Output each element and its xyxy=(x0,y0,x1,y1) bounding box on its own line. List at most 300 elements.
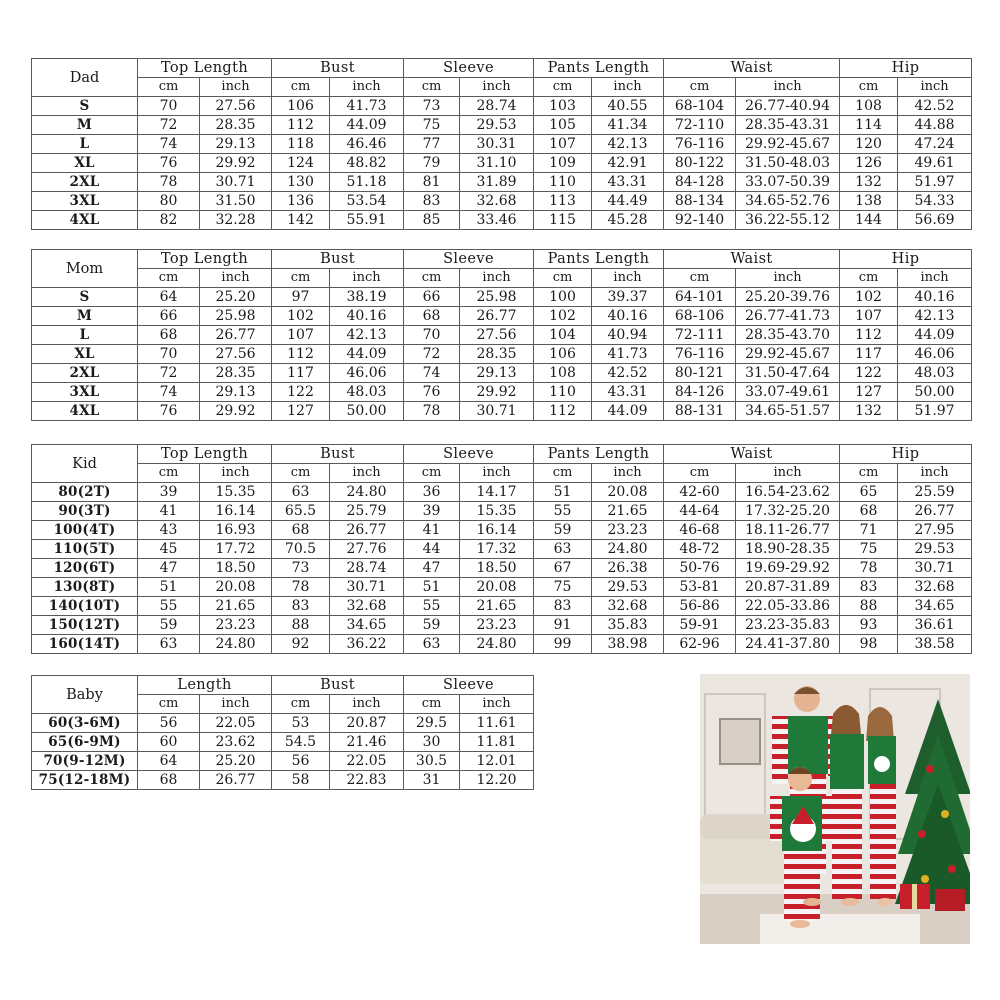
measurement-cell: 38.58 xyxy=(898,635,972,654)
size-label: 2XL xyxy=(32,173,138,192)
table-row xyxy=(32,154,972,173)
measurement-cell: 80-122 xyxy=(664,154,736,173)
unit-header: cm xyxy=(840,78,898,97)
family-pajamas-photo xyxy=(700,674,970,944)
measurement-cell: 26.77 xyxy=(200,326,272,345)
measurement-cell: 53.54 xyxy=(330,192,404,211)
measurement-cell: 41.34 xyxy=(592,116,664,135)
size-label: 3XL xyxy=(32,383,138,402)
measurement-cell: 122 xyxy=(840,364,898,383)
measurement-cell: 31.10 xyxy=(460,154,534,173)
size-label: S xyxy=(32,288,138,307)
size-label: XL xyxy=(32,154,138,173)
kid-size-table xyxy=(31,444,972,654)
measurement-cell: 88 xyxy=(840,597,898,616)
measurement-cell: 39 xyxy=(138,483,200,502)
measurement-cell: 32.68 xyxy=(898,578,972,597)
column-group-header: Top Length xyxy=(138,445,272,464)
column-group-header: Length xyxy=(138,676,272,695)
measurement-cell: 16.14 xyxy=(200,502,272,521)
measurement-cell: 65.5 xyxy=(272,502,330,521)
measurement-cell: 93 xyxy=(840,616,898,635)
measurement-cell: 108 xyxy=(534,364,592,383)
measurement-cell: 114 xyxy=(840,116,898,135)
measurement-cell: 24.80 xyxy=(592,540,664,559)
table-row xyxy=(32,597,972,616)
measurement-cell: 40.55 xyxy=(592,97,664,116)
measurement-cell: 36 xyxy=(404,483,460,502)
measurement-cell: 25.98 xyxy=(460,288,534,307)
measurement-cell: 88-134 xyxy=(664,192,736,211)
measurement-cell: 127 xyxy=(272,402,330,421)
measurement-cell: 44.09 xyxy=(898,326,972,345)
measurement-cell: 18.50 xyxy=(200,559,272,578)
table-row xyxy=(32,364,972,383)
measurement-cell: 59 xyxy=(138,616,200,635)
measurement-cell: 72-110 xyxy=(664,116,736,135)
measurement-cell: 22.05 xyxy=(200,714,272,733)
measurement-cell: 34.65 xyxy=(330,616,404,635)
measurement-cell: 78 xyxy=(138,173,200,192)
measurement-cell: 102 xyxy=(534,307,592,326)
measurement-cell: 68-106 xyxy=(664,307,736,326)
measurement-cell: 24.80 xyxy=(200,635,272,654)
size-label: S xyxy=(32,97,138,116)
unit-header: cm xyxy=(534,464,592,483)
measurement-cell: 72 xyxy=(138,116,200,135)
table-row xyxy=(32,733,534,752)
measurement-cell: 16.93 xyxy=(200,521,272,540)
measurement-cell: 45.28 xyxy=(592,211,664,230)
measurement-cell: 78 xyxy=(404,402,460,421)
size-label: 65(6-9M) xyxy=(32,733,138,752)
measurement-cell: 98 xyxy=(840,635,898,654)
measurement-cell: 59 xyxy=(404,616,460,635)
measurement-cell: 14.17 xyxy=(460,483,534,502)
measurement-cell: 39.37 xyxy=(592,288,664,307)
measurement-cell: 36.61 xyxy=(898,616,972,635)
measurement-cell: 40.16 xyxy=(898,288,972,307)
measurement-cell: 78 xyxy=(840,559,898,578)
measurement-cell: 130 xyxy=(272,173,330,192)
size-label: 130(8T) xyxy=(32,578,138,597)
measurement-cell: 51 xyxy=(404,578,460,597)
unit-header: cm xyxy=(404,464,460,483)
measurement-cell: 29.5 xyxy=(404,714,460,733)
measurement-cell: 36.22-55.12 xyxy=(736,211,840,230)
measurement-cell: 68 xyxy=(138,326,200,345)
measurement-cell: 29.92 xyxy=(200,154,272,173)
measurement-cell: 60 xyxy=(138,733,200,752)
measurement-cell: 42.91 xyxy=(592,154,664,173)
measurement-cell: 45 xyxy=(138,540,200,559)
measurement-cell: 55 xyxy=(138,597,200,616)
measurement-cell: 26.38 xyxy=(592,559,664,578)
measurement-cell: 107 xyxy=(534,135,592,154)
unit-header: cm xyxy=(404,695,460,714)
measurement-cell: 71 xyxy=(840,521,898,540)
measurement-cell: 50-76 xyxy=(664,559,736,578)
measurement-cell: 36.22 xyxy=(330,635,404,654)
measurement-cell: 27.76 xyxy=(330,540,404,559)
column-group-header: Hip xyxy=(840,250,972,269)
table-person-header: Kid xyxy=(32,445,138,483)
measurement-cell: 73 xyxy=(404,97,460,116)
dad-size-table xyxy=(31,58,972,230)
measurement-cell: 29.13 xyxy=(200,135,272,154)
measurement-cell: 29.92 xyxy=(460,383,534,402)
unit-header: cm xyxy=(404,78,460,97)
measurement-cell: 29.92 xyxy=(200,402,272,421)
measurement-cell: 44.88 xyxy=(898,116,972,135)
measurement-cell: 33.46 xyxy=(460,211,534,230)
size-label: 2XL xyxy=(32,364,138,383)
measurement-cell: 68 xyxy=(840,502,898,521)
unit-header: inch xyxy=(736,464,840,483)
measurement-cell: 23.62 xyxy=(200,733,272,752)
measurement-cell: 21.65 xyxy=(592,502,664,521)
unit-header: inch xyxy=(460,269,534,288)
measurement-cell: 30 xyxy=(404,733,460,752)
measurement-cell: 53 xyxy=(272,714,330,733)
measurement-cell: 64 xyxy=(138,288,200,307)
measurement-cell: 28.35 xyxy=(200,116,272,135)
unit-header: inch xyxy=(592,464,664,483)
measurement-cell: 62-96 xyxy=(664,635,736,654)
measurement-cell: 144 xyxy=(840,211,898,230)
measurement-cell: 72 xyxy=(138,364,200,383)
measurement-cell: 42.52 xyxy=(898,97,972,116)
measurement-cell: 30.71 xyxy=(200,173,272,192)
measurement-cell: 29.92-45.67 xyxy=(736,345,840,364)
size-label: 60(3-6M) xyxy=(32,714,138,733)
measurement-cell: 31 xyxy=(404,771,460,790)
measurement-cell: 25.98 xyxy=(200,307,272,326)
measurement-cell: 30.71 xyxy=(898,559,972,578)
size-label: 110(5T) xyxy=(32,540,138,559)
measurement-cell: 22.83 xyxy=(330,771,404,790)
measurement-cell: 18.11-26.77 xyxy=(736,521,840,540)
unit-header: inch xyxy=(736,78,840,97)
measurement-cell: 22.05-33.86 xyxy=(736,597,840,616)
measurement-cell: 25.59 xyxy=(898,483,972,502)
measurement-cell: 107 xyxy=(272,326,330,345)
measurement-cell: 40.94 xyxy=(592,326,664,345)
measurement-cell: 29.53 xyxy=(460,116,534,135)
measurement-cell: 66 xyxy=(404,288,460,307)
measurement-cell: 35.83 xyxy=(592,616,664,635)
unit-header: inch xyxy=(460,695,534,714)
measurement-cell: 29.92-45.67 xyxy=(736,135,840,154)
measurement-cell: 88-131 xyxy=(664,402,736,421)
measurement-cell: 42.52 xyxy=(592,364,664,383)
table-person-header: Mom xyxy=(32,250,138,288)
measurement-cell: 51 xyxy=(534,483,592,502)
measurement-cell: 33.07-49.61 xyxy=(736,383,840,402)
column-group-header: Sleeve xyxy=(404,250,534,269)
measurement-cell: 42.13 xyxy=(592,135,664,154)
measurement-cell: 26.77 xyxy=(200,771,272,790)
measurement-cell: 126 xyxy=(840,154,898,173)
measurement-cell: 88 xyxy=(272,616,330,635)
measurement-cell: 46.06 xyxy=(898,345,972,364)
measurement-cell: 83 xyxy=(840,578,898,597)
measurement-cell: 110 xyxy=(534,173,592,192)
measurement-cell: 47.24 xyxy=(898,135,972,154)
measurement-cell: 47 xyxy=(404,559,460,578)
measurement-cell: 43 xyxy=(138,521,200,540)
measurement-cell: 27.56 xyxy=(460,326,534,345)
measurement-cell: 20.87 xyxy=(330,714,404,733)
measurement-cell: 26.77-40.94 xyxy=(736,97,840,116)
column-group-header: Waist xyxy=(664,59,840,78)
baby-size-table xyxy=(31,675,534,790)
measurement-cell: 70 xyxy=(404,326,460,345)
table-row xyxy=(32,771,534,790)
measurement-cell: 20.08 xyxy=(460,578,534,597)
measurement-cell: 64-101 xyxy=(664,288,736,307)
measurement-cell: 41 xyxy=(404,521,460,540)
measurement-cell: 132 xyxy=(840,402,898,421)
measurement-cell: 38.19 xyxy=(330,288,404,307)
measurement-cell: 72 xyxy=(404,345,460,364)
size-label: 150(12T) xyxy=(32,616,138,635)
unit-header: inch xyxy=(898,464,972,483)
unit-header: inch xyxy=(200,464,272,483)
measurement-cell: 20.08 xyxy=(200,578,272,597)
measurement-cell: 34.65-51.57 xyxy=(736,402,840,421)
measurement-cell: 68 xyxy=(138,771,200,790)
measurement-cell: 75 xyxy=(404,116,460,135)
measurement-cell: 43.31 xyxy=(592,383,664,402)
measurement-cell: 20.87-31.89 xyxy=(736,578,840,597)
unit-header: inch xyxy=(330,78,404,97)
measurement-cell: 43.31 xyxy=(592,173,664,192)
table-row xyxy=(32,135,972,154)
measurement-cell: 18.90-28.35 xyxy=(736,540,840,559)
measurement-cell: 48-72 xyxy=(664,540,736,559)
family-christmas-pajamas-image xyxy=(700,674,970,944)
column-group-header: Hip xyxy=(840,445,972,464)
measurement-cell: 40.16 xyxy=(592,307,664,326)
measurement-cell: 109 xyxy=(534,154,592,173)
measurement-cell: 28.74 xyxy=(330,559,404,578)
measurement-cell: 42.13 xyxy=(330,326,404,345)
unit-header: cm xyxy=(840,464,898,483)
column-group-header: Sleeve xyxy=(404,445,534,464)
measurement-cell: 85 xyxy=(404,211,460,230)
measurement-cell: 32.68 xyxy=(330,597,404,616)
measurement-cell: 112 xyxy=(272,116,330,135)
unit-header: cm xyxy=(272,695,330,714)
table-row xyxy=(32,307,972,326)
measurement-cell: 117 xyxy=(840,345,898,364)
column-group-header: Pants Length xyxy=(534,250,664,269)
measurement-cell: 27.95 xyxy=(898,521,972,540)
measurement-cell: 76-116 xyxy=(664,135,736,154)
measurement-cell: 21.46 xyxy=(330,733,404,752)
measurement-cell: 31.50-48.03 xyxy=(736,154,840,173)
measurement-cell: 28.74 xyxy=(460,97,534,116)
measurement-cell: 70 xyxy=(138,97,200,116)
table-person-header: Dad xyxy=(32,59,138,97)
measurement-cell: 113 xyxy=(534,192,592,211)
unit-header: cm xyxy=(138,269,200,288)
measurement-cell: 25.79 xyxy=(330,502,404,521)
measurement-cell: 44 xyxy=(404,540,460,559)
measurement-cell: 26.77 xyxy=(898,502,972,521)
measurement-cell: 34.65-52.76 xyxy=(736,192,840,211)
measurement-cell: 24.41-37.80 xyxy=(736,635,840,654)
table-row xyxy=(32,97,972,116)
measurement-cell: 44.09 xyxy=(330,345,404,364)
measurement-cell: 22.05 xyxy=(330,752,404,771)
measurement-cell: 19.69-29.92 xyxy=(736,559,840,578)
table-row xyxy=(32,616,972,635)
column-group-header: Pants Length xyxy=(534,445,664,464)
measurement-cell: 127 xyxy=(840,383,898,402)
unit-header: inch xyxy=(736,269,840,288)
measurement-cell: 33.07-50.39 xyxy=(736,173,840,192)
measurement-cell: 82 xyxy=(138,211,200,230)
measurement-cell: 68-104 xyxy=(664,97,736,116)
measurement-cell: 21.65 xyxy=(200,597,272,616)
unit-header: cm xyxy=(404,269,460,288)
column-group-header: Top Length xyxy=(138,59,272,78)
measurement-cell: 44.49 xyxy=(592,192,664,211)
measurement-cell: 75 xyxy=(840,540,898,559)
table-row xyxy=(32,521,972,540)
measurement-cell: 23.23 xyxy=(200,616,272,635)
table-row xyxy=(32,752,534,771)
measurement-cell: 42.13 xyxy=(898,307,972,326)
measurement-cell: 17.32 xyxy=(460,540,534,559)
measurement-cell: 32.28 xyxy=(200,211,272,230)
measurement-cell: 50.00 xyxy=(330,402,404,421)
measurement-cell: 21.65 xyxy=(460,597,534,616)
table-row xyxy=(32,502,972,521)
measurement-cell: 112 xyxy=(840,326,898,345)
table-person-header: Baby xyxy=(32,676,138,714)
size-label: 160(14T) xyxy=(32,635,138,654)
table-row xyxy=(32,173,972,192)
size-label: 120(6T) xyxy=(32,559,138,578)
column-group-header: Top Length xyxy=(138,250,272,269)
unit-header: inch xyxy=(200,269,272,288)
measurement-cell: 46.06 xyxy=(330,364,404,383)
table-row xyxy=(32,714,534,733)
column-group-header: Hip xyxy=(840,59,972,78)
measurement-cell: 48.03 xyxy=(330,383,404,402)
measurement-cell: 44-64 xyxy=(664,502,736,521)
measurement-cell: 53-81 xyxy=(664,578,736,597)
table-row xyxy=(32,402,972,421)
measurement-cell: 117 xyxy=(272,364,330,383)
measurement-cell: 108 xyxy=(840,97,898,116)
column-group-header: Bust xyxy=(272,59,404,78)
measurement-cell: 100 xyxy=(534,288,592,307)
size-label: 90(3T) xyxy=(32,502,138,521)
measurement-cell: 26.77-41.73 xyxy=(736,307,840,326)
measurement-cell: 76 xyxy=(138,154,200,173)
column-group-header: Pants Length xyxy=(534,59,664,78)
measurement-cell: 29.53 xyxy=(592,578,664,597)
unit-header: inch xyxy=(330,464,404,483)
measurement-cell: 75 xyxy=(534,578,592,597)
measurement-cell: 83 xyxy=(534,597,592,616)
measurement-cell: 25.20 xyxy=(200,752,272,771)
measurement-cell: 112 xyxy=(272,345,330,364)
measurement-cell: 84-128 xyxy=(664,173,736,192)
unit-header: cm xyxy=(272,464,330,483)
measurement-cell: 12.20 xyxy=(460,771,534,790)
measurement-cell: 63 xyxy=(138,635,200,654)
unit-header: cm xyxy=(840,269,898,288)
measurement-cell: 70.5 xyxy=(272,540,330,559)
measurement-cell: 29.53 xyxy=(898,540,972,559)
measurement-cell: 54.33 xyxy=(898,192,972,211)
measurement-cell: 74 xyxy=(138,383,200,402)
unit-header: inch xyxy=(592,78,664,97)
measurement-cell: 55 xyxy=(534,502,592,521)
size-label: L xyxy=(32,326,138,345)
measurement-cell: 25.20 xyxy=(200,288,272,307)
size-label: M xyxy=(32,116,138,135)
measurement-cell: 18.50 xyxy=(460,559,534,578)
measurement-cell: 23.23 xyxy=(460,616,534,635)
table-row xyxy=(32,578,972,597)
measurement-cell: 59 xyxy=(534,521,592,540)
measurement-cell: 41 xyxy=(138,502,200,521)
size-label: L xyxy=(32,135,138,154)
measurement-cell: 50.00 xyxy=(898,383,972,402)
table-row xyxy=(32,383,972,402)
measurement-cell: 26.77 xyxy=(330,521,404,540)
measurement-cell: 28.35-43.31 xyxy=(736,116,840,135)
measurement-cell: 102 xyxy=(272,307,330,326)
measurement-cell: 118 xyxy=(272,135,330,154)
measurement-cell: 124 xyxy=(272,154,330,173)
unit-header: cm xyxy=(138,695,200,714)
measurement-cell: 67 xyxy=(534,559,592,578)
measurement-cell: 15.35 xyxy=(200,483,272,502)
measurement-cell: 70 xyxy=(138,345,200,364)
measurement-cell: 97 xyxy=(272,288,330,307)
table-row xyxy=(32,192,972,211)
measurement-cell: 80-121 xyxy=(664,364,736,383)
measurement-cell: 68 xyxy=(272,521,330,540)
measurement-cell: 84-126 xyxy=(664,383,736,402)
measurement-cell: 115 xyxy=(534,211,592,230)
column-group-header: Sleeve xyxy=(404,59,534,78)
measurement-cell: 112 xyxy=(534,402,592,421)
measurement-cell: 122 xyxy=(272,383,330,402)
measurement-cell: 56 xyxy=(272,752,330,771)
measurement-cell: 34.65 xyxy=(898,597,972,616)
measurement-cell: 142 xyxy=(272,211,330,230)
size-label: 140(10T) xyxy=(32,597,138,616)
size-label: 100(4T) xyxy=(32,521,138,540)
measurement-cell: 80 xyxy=(138,192,200,211)
unit-header: cm xyxy=(534,269,592,288)
measurement-cell: 74 xyxy=(138,135,200,154)
column-group-header: Bust xyxy=(272,676,404,695)
measurement-cell: 23.23-35.83 xyxy=(736,616,840,635)
measurement-cell: 65 xyxy=(840,483,898,502)
measurement-cell: 41.73 xyxy=(330,97,404,116)
measurement-cell: 31.50-47.64 xyxy=(736,364,840,383)
unit-header: cm xyxy=(664,269,736,288)
